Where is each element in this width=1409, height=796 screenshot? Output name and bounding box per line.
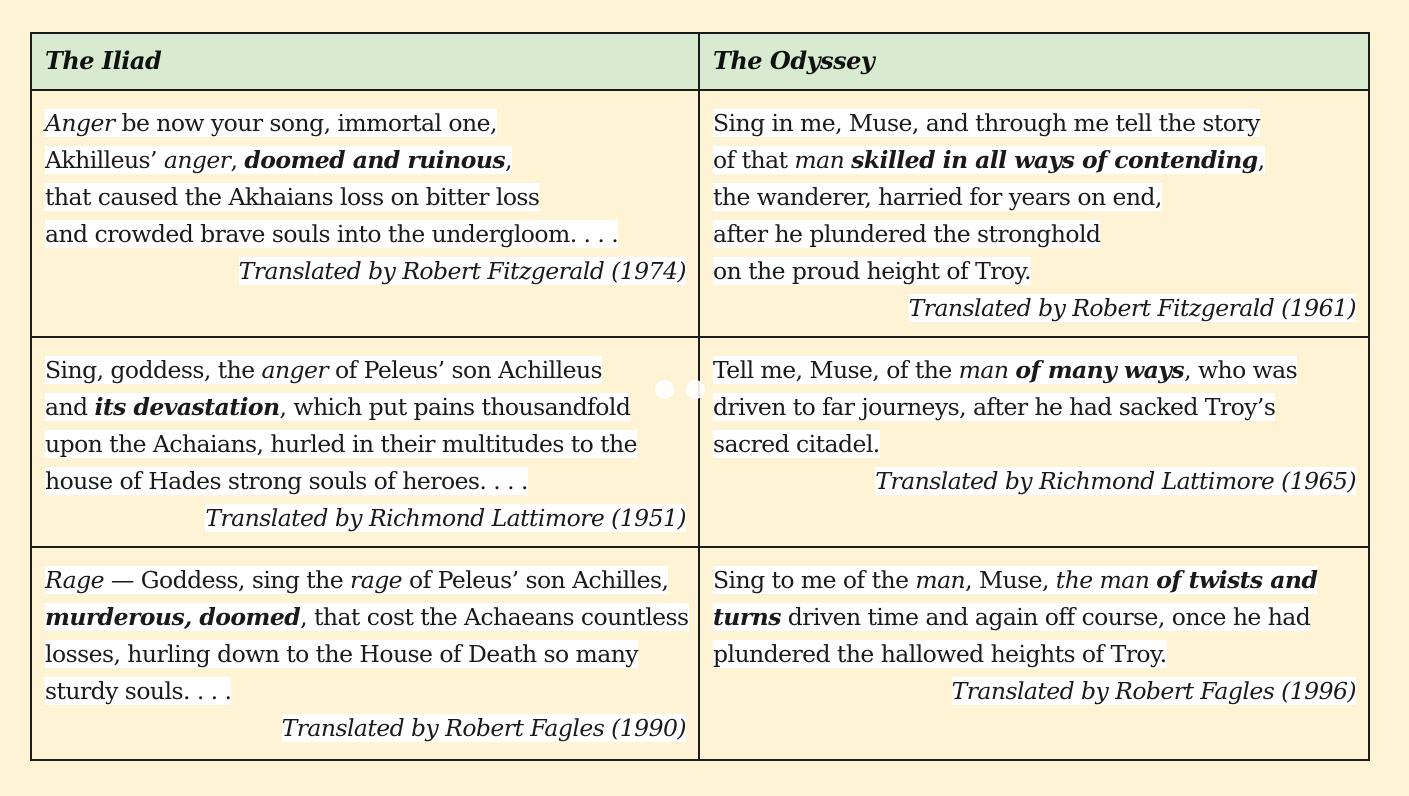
passage-line [45, 673, 686, 710]
credit-text: Translated by Richmond Lattimore (1951) [205, 504, 686, 532]
line-text [713, 356, 1297, 384]
plain-text: Akhilleus’ [45, 146, 164, 174]
translator-credit [45, 500, 686, 537]
passage-line [713, 142, 1356, 179]
emphasis-text: turns [713, 603, 781, 631]
passage-line [713, 562, 1356, 599]
line-text [713, 146, 1265, 174]
plain-text: driven to far journeys, after he had sacked Troy’s [713, 393, 1276, 421]
italic-text: anger [261, 356, 329, 384]
credit-text: Translated by Robert Fagles (1996) [951, 677, 1356, 705]
line-text [45, 603, 689, 631]
emphasis-text: of many ways [1015, 356, 1185, 384]
credit-text: Translated by Robert Fagles (1990) [281, 714, 686, 742]
plain-text: Sing in me, Muse, and through me tell the story [713, 109, 1260, 137]
passage-lines [713, 562, 1356, 710]
line-text [45, 566, 668, 594]
plain-text: the wanderer, harried for years on end, [713, 183, 1162, 211]
plain-text: , [505, 146, 512, 174]
plain-text: on the proud height of Troy. [713, 257, 1032, 285]
translator-credit [713, 463, 1356, 500]
plain-text: , that cost the Achaeans countless [300, 603, 689, 631]
passage-line [45, 105, 686, 142]
passage-line [713, 636, 1356, 673]
passage-line [45, 389, 686, 426]
plain-text: , Muse, [965, 566, 1056, 594]
line-text [713, 257, 1031, 285]
plain-text: , which put pains thousandfold [279, 393, 631, 421]
italic-text: anger [163, 146, 231, 174]
emphasis-text: skilled in all ways of contending [851, 146, 1258, 174]
line-text [713, 393, 1275, 421]
passage-lines [713, 105, 1356, 327]
line-text [45, 467, 528, 495]
plain-text: and crowded brave souls into the undergloom. . . . [45, 220, 619, 248]
loading-dots [655, 380, 745, 400]
line-text [45, 109, 497, 137]
line-text [713, 220, 1100, 248]
line-text [45, 677, 231, 705]
plain-text: after he plundered the stronghold [713, 220, 1101, 248]
translator-credit [713, 290, 1356, 327]
passage-line [713, 216, 1356, 253]
passage-line [713, 253, 1356, 290]
passage-lines [45, 105, 686, 290]
plain-text: and [45, 393, 95, 421]
italic-text: man [958, 356, 1009, 384]
plain-text: , [230, 146, 245, 174]
italic-text: man [915, 566, 966, 594]
iliad-passage-1 [32, 91, 700, 338]
passage-line [713, 105, 1356, 142]
odyssey-passage-1 [700, 91, 1368, 338]
line-text [45, 393, 630, 421]
italic-text: Anger [45, 109, 115, 137]
passage-line [45, 216, 686, 253]
plain-text: — Goddess, sing the [104, 566, 351, 594]
odyssey-passage-3 [700, 548, 1368, 759]
passage-line [713, 352, 1356, 389]
passage-line [45, 463, 686, 500]
dot [655, 380, 674, 399]
odyssey-passage-2 [700, 338, 1368, 548]
plain-text: be now your song, immortal one, [114, 109, 497, 137]
plain-text: losses, hurling down to the House of Death so many [45, 640, 639, 668]
line-text [45, 356, 602, 384]
passage-line [45, 636, 686, 673]
plain-text: house of Hades strong souls of heroes. . . . [45, 467, 528, 495]
passage-line [713, 389, 1356, 426]
header-iliad [32, 34, 700, 91]
translator-credit [713, 673, 1356, 710]
line-text [45, 220, 618, 248]
plain-text: of Peleus’ son Achilleus [328, 356, 603, 384]
passage-line [713, 179, 1356, 216]
header-odyssey [700, 34, 1368, 91]
plain-text: plundered the hallowed heights of Troy. [713, 640, 1167, 668]
plain-text: sturdy souls. . . . [45, 677, 232, 705]
line-text [713, 640, 1167, 668]
plain-text: that caused the Akhaians loss on bitter loss [45, 183, 540, 211]
line-text [45, 146, 512, 174]
credit-text: Translated by Robert Fitzgerald (1961) [908, 294, 1356, 322]
plain-text: , [1257, 146, 1265, 174]
line-text [713, 603, 1310, 631]
passage-line [45, 599, 689, 636]
passage-line [45, 142, 686, 179]
passage-line [45, 562, 686, 599]
italic-text: man [794, 146, 845, 174]
iliad-passage-3 [32, 548, 700, 759]
passage-line [45, 179, 686, 216]
passage-line [45, 352, 686, 389]
italic-text: the man [1055, 566, 1150, 594]
plain-text: Sing, goddess, the [45, 356, 262, 384]
emphasis-text: of twists and [1156, 566, 1318, 594]
line-text [45, 183, 539, 211]
plain-text: Sing to me of the [713, 566, 916, 594]
passage-lines [45, 562, 689, 747]
header-iliad-label: The Iliad [45, 46, 162, 75]
plain-text: , who was [1184, 356, 1298, 384]
passage-line [713, 426, 1356, 463]
emphasis-text: doomed and ruinous [244, 146, 506, 174]
line-text [713, 430, 880, 458]
line-text [45, 640, 638, 668]
line-text [713, 183, 1162, 211]
plain-text: sacred citadel. [713, 430, 880, 458]
iliad-passage-2 [32, 338, 700, 548]
translator-credit [45, 253, 686, 290]
passage-lines [45, 352, 686, 537]
dot [686, 380, 705, 399]
emphasis-text: its devastation [94, 393, 280, 421]
plain-text: of Peleus’ son Achilles, [402, 566, 669, 594]
passage-line [45, 426, 686, 463]
line-text [713, 566, 1317, 594]
plain-text: of that [713, 146, 795, 174]
italic-text: Rage [45, 566, 104, 594]
italic-text: rage [350, 566, 403, 594]
plain-text: upon the Achaians, hurled in their multitudes to the [45, 430, 637, 458]
emphasis-text: murderous, doomed [45, 603, 301, 631]
plain-text: driven time and again off course, once he had [780, 603, 1311, 631]
header-odyssey-label: The Odyssey [713, 46, 875, 75]
credit-text: Translated by Richmond Lattimore (1965) [875, 467, 1356, 495]
plain-text: Tell me, Muse, of the [713, 356, 959, 384]
translator-credit [45, 710, 686, 747]
passage-lines [713, 352, 1356, 500]
line-text [713, 109, 1260, 137]
credit-text: Translated by Robert Fitzgerald (1974) [238, 257, 686, 285]
line-text [45, 430, 637, 458]
passage-line [713, 599, 1356, 636]
